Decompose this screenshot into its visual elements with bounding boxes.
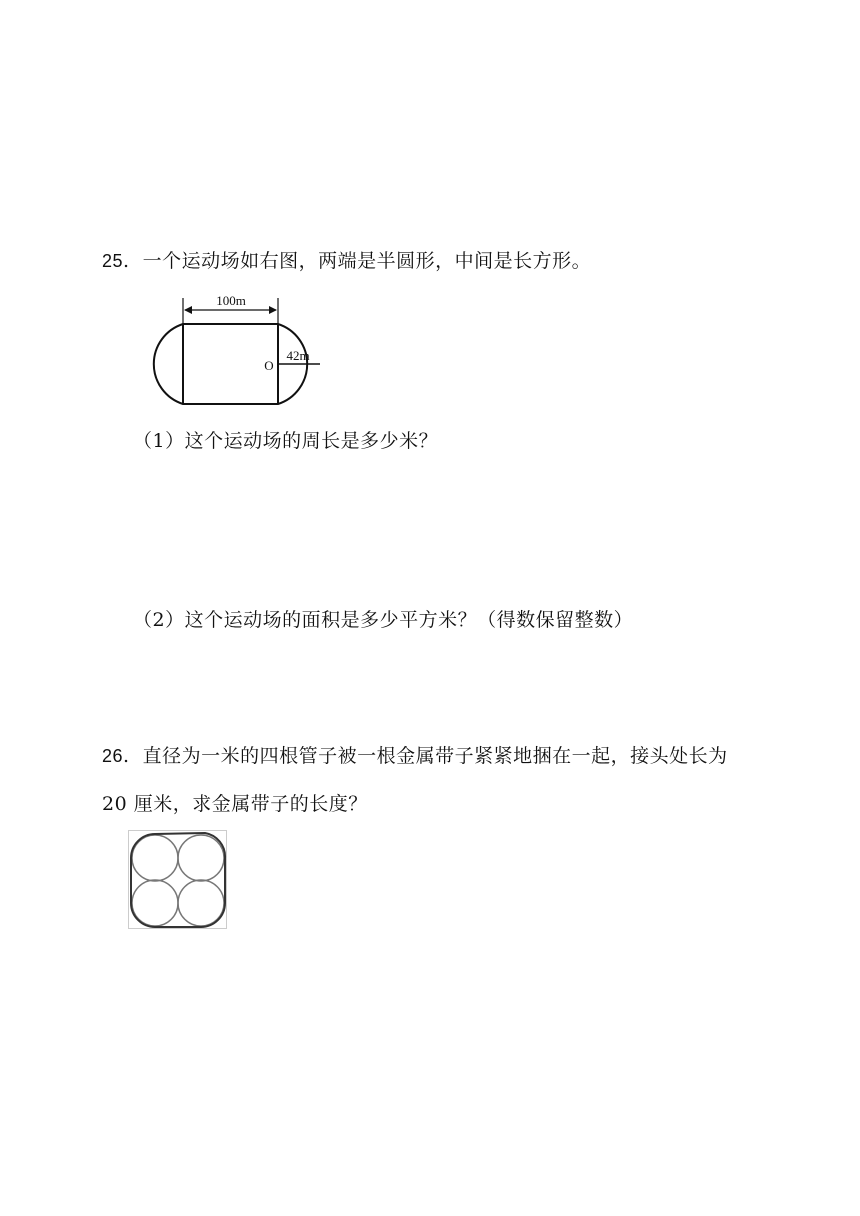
pipe-top-left	[132, 835, 178, 881]
q25-separator: .	[123, 250, 130, 272]
center-label: O	[264, 358, 274, 373]
radius-label: 42m	[286, 348, 310, 363]
dim-arrowhead-left	[184, 306, 192, 314]
pipes-figure	[128, 830, 228, 930]
q25-sub2: （2）这个运动场的面积是多少平方米？（得数保留整数）	[133, 609, 634, 631]
pipe-bottom-left	[132, 880, 178, 926]
stadium-figure	[138, 290, 328, 410]
q25-text: 一个运动场如右图，两端是半圆形，中间是长方形。	[142, 250, 592, 272]
stadium-diagram	[138, 290, 328, 410]
q25-stem	[102, 248, 591, 274]
pipes-diagram	[128, 830, 228, 930]
q26-separator: .	[123, 745, 130, 767]
q25-number: 25	[102, 251, 124, 271]
pipe-top-right	[178, 835, 224, 881]
dim-arrowhead-right	[269, 306, 277, 314]
q26-stem-line2: 20 厘米，求金属带子的长度？	[102, 793, 368, 815]
q26-stem-line1	[102, 743, 728, 769]
pipes-frame	[129, 831, 227, 929]
length-label: 100m	[216, 293, 246, 308]
q26-text-line1: 直径为一米的四根管子被一根金属带子紧紧地捆在一起，接头处长为	[142, 745, 728, 767]
pipe-bottom-right	[178, 880, 224, 926]
q26-number: 26	[102, 746, 124, 766]
metal-strap	[131, 833, 225, 927]
q25-sub1: （1）这个运动场的周长是多少米？	[133, 430, 439, 452]
